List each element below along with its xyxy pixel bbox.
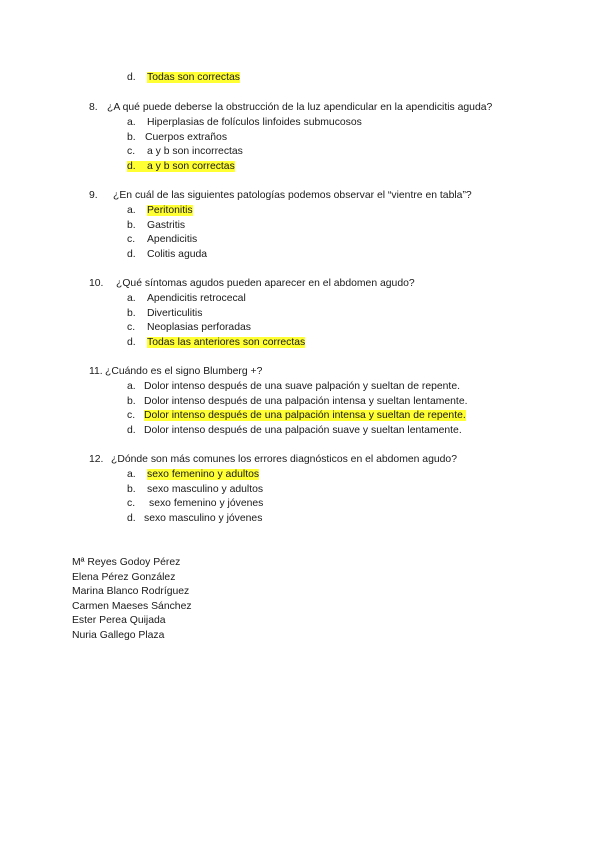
option-text: Dolor intenso después de una palpación intensa y sueltan de repente. bbox=[144, 410, 466, 421]
question-text: ¿Qué síntomas agudos pueden aparecer en el abdomen agudo? bbox=[116, 278, 415, 289]
author-name: Carmen Maeses Sánchez bbox=[72, 601, 192, 612]
option-text: sexo femenino y jóvenes bbox=[149, 498, 264, 509]
q12-option-b bbox=[127, 484, 263, 495]
q11-option-a bbox=[127, 381, 460, 392]
author-name: Mª Reyes Godoy Pérez bbox=[72, 557, 181, 568]
option-text: Apendicitis retrocecal bbox=[147, 293, 246, 304]
option-letter: a. bbox=[127, 381, 136, 392]
option-text: Neoplasias perforadas bbox=[147, 322, 251, 333]
q12-option-d bbox=[127, 513, 262, 524]
option-letter: c. bbox=[127, 234, 136, 245]
option-letter: a. bbox=[127, 293, 136, 304]
option-letter: a. bbox=[127, 469, 136, 480]
option-letter: a. bbox=[127, 117, 136, 128]
q11-option-c bbox=[127, 410, 466, 421]
q12-option-a bbox=[127, 469, 259, 480]
option-text: Dolor intenso después de una palpación suave y sueltan lentamente. bbox=[144, 425, 462, 436]
option-letter: d. bbox=[127, 161, 147, 172]
option-letter: b. bbox=[127, 220, 136, 231]
option-letter: d. bbox=[127, 72, 136, 83]
q11-option-b bbox=[127, 396, 468, 407]
q9-option-d bbox=[127, 249, 207, 260]
question-text: ¿A qué puede deberse la obstrucción de la luz apendicular en la apendicitis aguda? bbox=[107, 102, 493, 113]
question-9 bbox=[89, 190, 472, 201]
option-letter: c. bbox=[127, 410, 136, 421]
question-text: ¿Cuándo es el signo Blumberg +? bbox=[105, 366, 263, 377]
prev-option-d bbox=[127, 72, 240, 83]
option-letter: b. bbox=[127, 132, 136, 143]
q10-option-c bbox=[127, 322, 251, 333]
q9-option-b bbox=[127, 220, 185, 231]
question-text: ¿Dónde son más comunes los errores diagnósticos en el abdomen agudo? bbox=[111, 454, 457, 465]
q10-option-b bbox=[127, 308, 202, 319]
q8-option-d bbox=[127, 161, 235, 172]
option-letter: d. bbox=[127, 249, 136, 260]
option-letter: d. bbox=[127, 513, 136, 524]
option-text: Cuerpos extraños bbox=[145, 132, 228, 143]
author-name: Marina Blanco Rodríguez bbox=[72, 586, 190, 597]
question-number: 11. bbox=[89, 366, 103, 377]
question-8 bbox=[89, 102, 492, 113]
option-letter: c. bbox=[127, 322, 136, 333]
question-12 bbox=[89, 454, 457, 465]
author-name: Ester Perea Quijada bbox=[72, 615, 166, 626]
option-text: Todas son correctas bbox=[147, 72, 240, 83]
question-number: 8. bbox=[89, 102, 98, 113]
option-letter: c. bbox=[127, 498, 136, 509]
option-text: Todas las anteriores son correctas bbox=[147, 337, 306, 348]
option-text: Apendicitis bbox=[147, 234, 198, 245]
option-letter: b. bbox=[127, 396, 136, 407]
option-text: a y b son correctas bbox=[147, 161, 235, 172]
option-text: Dolor intenso después de una palpación intensa y sueltan lentamente. bbox=[144, 396, 468, 407]
q10-option-d bbox=[127, 337, 305, 348]
option-text: Peritonitis bbox=[147, 205, 193, 216]
option-letter: d. bbox=[127, 425, 136, 436]
option-text: sexo femenino y adultos bbox=[147, 469, 260, 480]
author-name: Elena Pérez González bbox=[72, 572, 176, 583]
author-name: Nuria Gallego Plaza bbox=[72, 630, 165, 641]
q12-option-c bbox=[127, 498, 263, 509]
option-text: Dolor intenso después de una suave palpación y sueltan de repente. bbox=[144, 381, 460, 392]
question-10 bbox=[89, 278, 415, 289]
question-text: ¿En cuál de las siguientes patologías podemos observar el “vientre en tabla”? bbox=[113, 190, 472, 201]
option-text: Colitis aguda bbox=[147, 249, 208, 260]
question-number: 9. bbox=[89, 190, 98, 201]
q8-option-a bbox=[127, 117, 362, 128]
option-text: Diverticulitis bbox=[147, 308, 203, 319]
q9-option-c bbox=[127, 234, 197, 245]
option-text: Hiperplasias de folículos linfoides submucosos bbox=[147, 117, 362, 128]
option-letter: b. bbox=[127, 308, 136, 319]
option-text: sexo masculino y jóvenes bbox=[144, 513, 263, 524]
q8-option-b bbox=[127, 132, 227, 143]
option-text: sexo masculino y adultos bbox=[147, 484, 264, 495]
q9-option-a bbox=[127, 205, 193, 216]
option-text: a y b son incorrectas bbox=[147, 146, 243, 157]
option-letter: d. bbox=[127, 337, 136, 348]
q8-option-c bbox=[127, 146, 243, 157]
option-letter: a. bbox=[127, 205, 136, 216]
question-11 bbox=[89, 366, 262, 377]
option-text: Gastritis bbox=[147, 220, 186, 231]
q11-option-d bbox=[127, 425, 462, 436]
option-letter: b. bbox=[127, 484, 136, 495]
option-letter: c. bbox=[127, 146, 136, 157]
q10-option-a bbox=[127, 293, 246, 304]
question-number: 12. bbox=[89, 454, 104, 465]
question-number: 10. bbox=[89, 278, 104, 289]
